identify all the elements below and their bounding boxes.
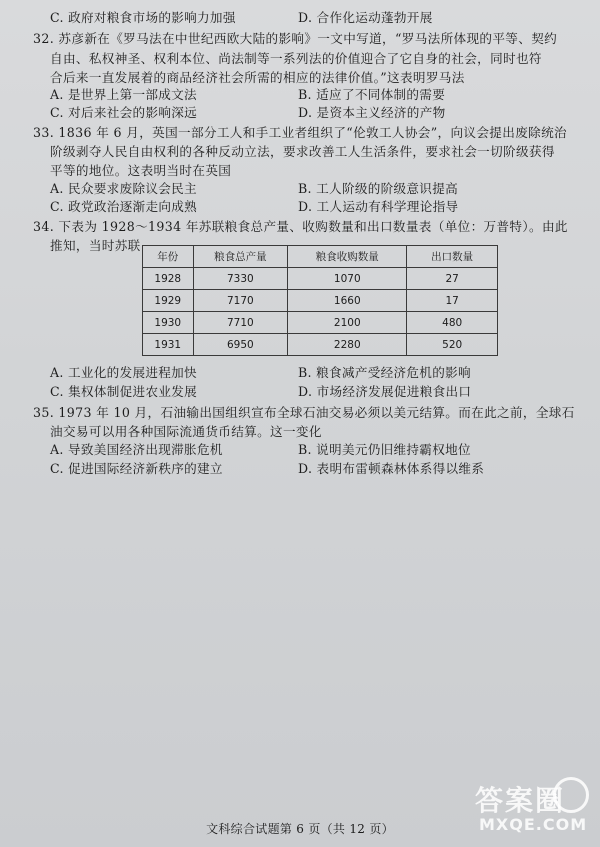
q35-option-a: A. 导致美国经济出现滞胀危机 — [50, 442, 223, 457]
q35-option-b: B. 说明美元仍旧维持霸权地位 — [298, 442, 471, 457]
table-row — [143, 312, 498, 334]
page-footer: 文科综合试题第 6 页（共 12 页） — [206, 822, 394, 836]
table-row — [143, 290, 498, 312]
header-year: 年份 — [143, 246, 194, 268]
q34-option-a: A. 工业化的发展进程加快 — [50, 365, 197, 380]
q35-stem-line-1: 35. 1973 年 10 月，石油输出国组织宣布全球石油交易必须以美元结算。而在此之前，全球石 — [33, 405, 575, 420]
cell-procurement: 2100 — [288, 312, 407, 334]
cell-export: 480 — [407, 312, 498, 334]
watermark-text-en: MXQE.COM — [479, 815, 588, 834]
q33-option-c: C. 政党政治逐渐走向成熟 — [50, 199, 198, 214]
cell-year: 1928 — [143, 268, 194, 290]
q31-option-c: C. 政府对粮食市场的影响力加强 — [50, 10, 236, 25]
cell-year: 1929 — [143, 290, 194, 312]
cell-export: 17 — [407, 290, 498, 312]
cell-year: 1931 — [143, 334, 194, 356]
header-total-output: 粮食总产量 — [193, 246, 288, 268]
table-header-row — [143, 246, 498, 268]
q32-stem-line-2: 自由、私权神圣、权利本位、尚法制等一系列法的价值迎合了它自身的社会，同时也符 — [50, 51, 542, 66]
cell-procurement: 1660 — [288, 290, 407, 312]
q33-option-b: B. 工人阶级的阶级意识提高 — [298, 181, 458, 196]
q33-option-d: D. 工人运动有科学理论指导 — [298, 199, 459, 214]
q34-option-d: D. 市场经济发展促进粮食出口 — [298, 384, 472, 399]
cell-total-output: 7330 — [193, 268, 288, 290]
q34-stem-line-1: 34. 下表为 1928～1934 年苏联粮食总产量、收购数量和出口数量表（单位：万普特）。由此 — [33, 219, 568, 234]
q32-option-c: C. 对后来社会的影响深远 — [50, 105, 198, 120]
header-procurement: 粮食收购数量 — [288, 246, 407, 268]
q35-option-c: C. 促进国际经济新秩序的建立 — [50, 461, 223, 476]
watermark-logo — [475, 779, 590, 839]
q34-stem-line-2: 推知，当时苏联 — [50, 238, 141, 253]
q34-option-b: B. 粮食减产受经济危机的影响 — [298, 365, 471, 380]
watermark-circle-icon — [553, 777, 589, 813]
grain-table — [142, 245, 498, 356]
q32-option-d: D. 是资本主义经济的产物 — [298, 105, 446, 120]
watermark-text-cn: 答案圈 — [475, 784, 566, 817]
q33-option-a: A. 民众要求废除议会民主 — [50, 181, 197, 196]
cell-total-output: 7170 — [193, 290, 288, 312]
table-row — [143, 268, 498, 290]
q35-option-d: D. 表明布雷顿森林体系得以维系 — [298, 461, 485, 476]
cell-total-output: 7710 — [193, 312, 288, 334]
q33-stem-line-2: 阶级剥夺人民自由权利的各种反动立法，要求改善工人生活条件，要求社会一切阶级获得 — [50, 144, 555, 159]
q32-option-a: A. 是世界上第一部成文法 — [50, 87, 197, 102]
q32-stem-line-1: 32. 苏彦新在《罗马法在中世纪西欧大陆的影响》一文中写道，“罗马法所体现的平等、契约 — [33, 31, 558, 46]
cell-year: 1930 — [143, 312, 194, 334]
cell-total-output: 6950 — [193, 334, 288, 356]
cell-export: 520 — [407, 334, 498, 356]
q31-option-d: D. 合作化运动蓬勃开展 — [298, 10, 433, 25]
q33-stem-line-1: 33. 1836 年 6 月，英国一部分工人和手工业者组织了“伦敦工人协会”，向议会提出废除统治 — [33, 125, 567, 140]
q32-stem-line-3: 合后来一直发展着的商品经济社会所需的相应的法律价值。”这表明罗马法 — [50, 70, 465, 85]
q34-option-c: C. 集权体制促进农业发展 — [50, 384, 198, 399]
q32-option-b: B. 适应了不同体制的需要 — [298, 87, 446, 102]
cell-export: 27 — [407, 268, 498, 290]
table-row — [143, 334, 498, 356]
header-export: 出口数量 — [407, 246, 498, 268]
cell-procurement: 2280 — [288, 334, 407, 356]
cell-procurement: 1070 — [288, 268, 407, 290]
q33-stem-line-3: 平等的地位。这表明当时在英国 — [50, 163, 232, 178]
q35-stem-line-2: 油交易可以用各种国际流通货币结算。这一变化 — [50, 424, 322, 439]
